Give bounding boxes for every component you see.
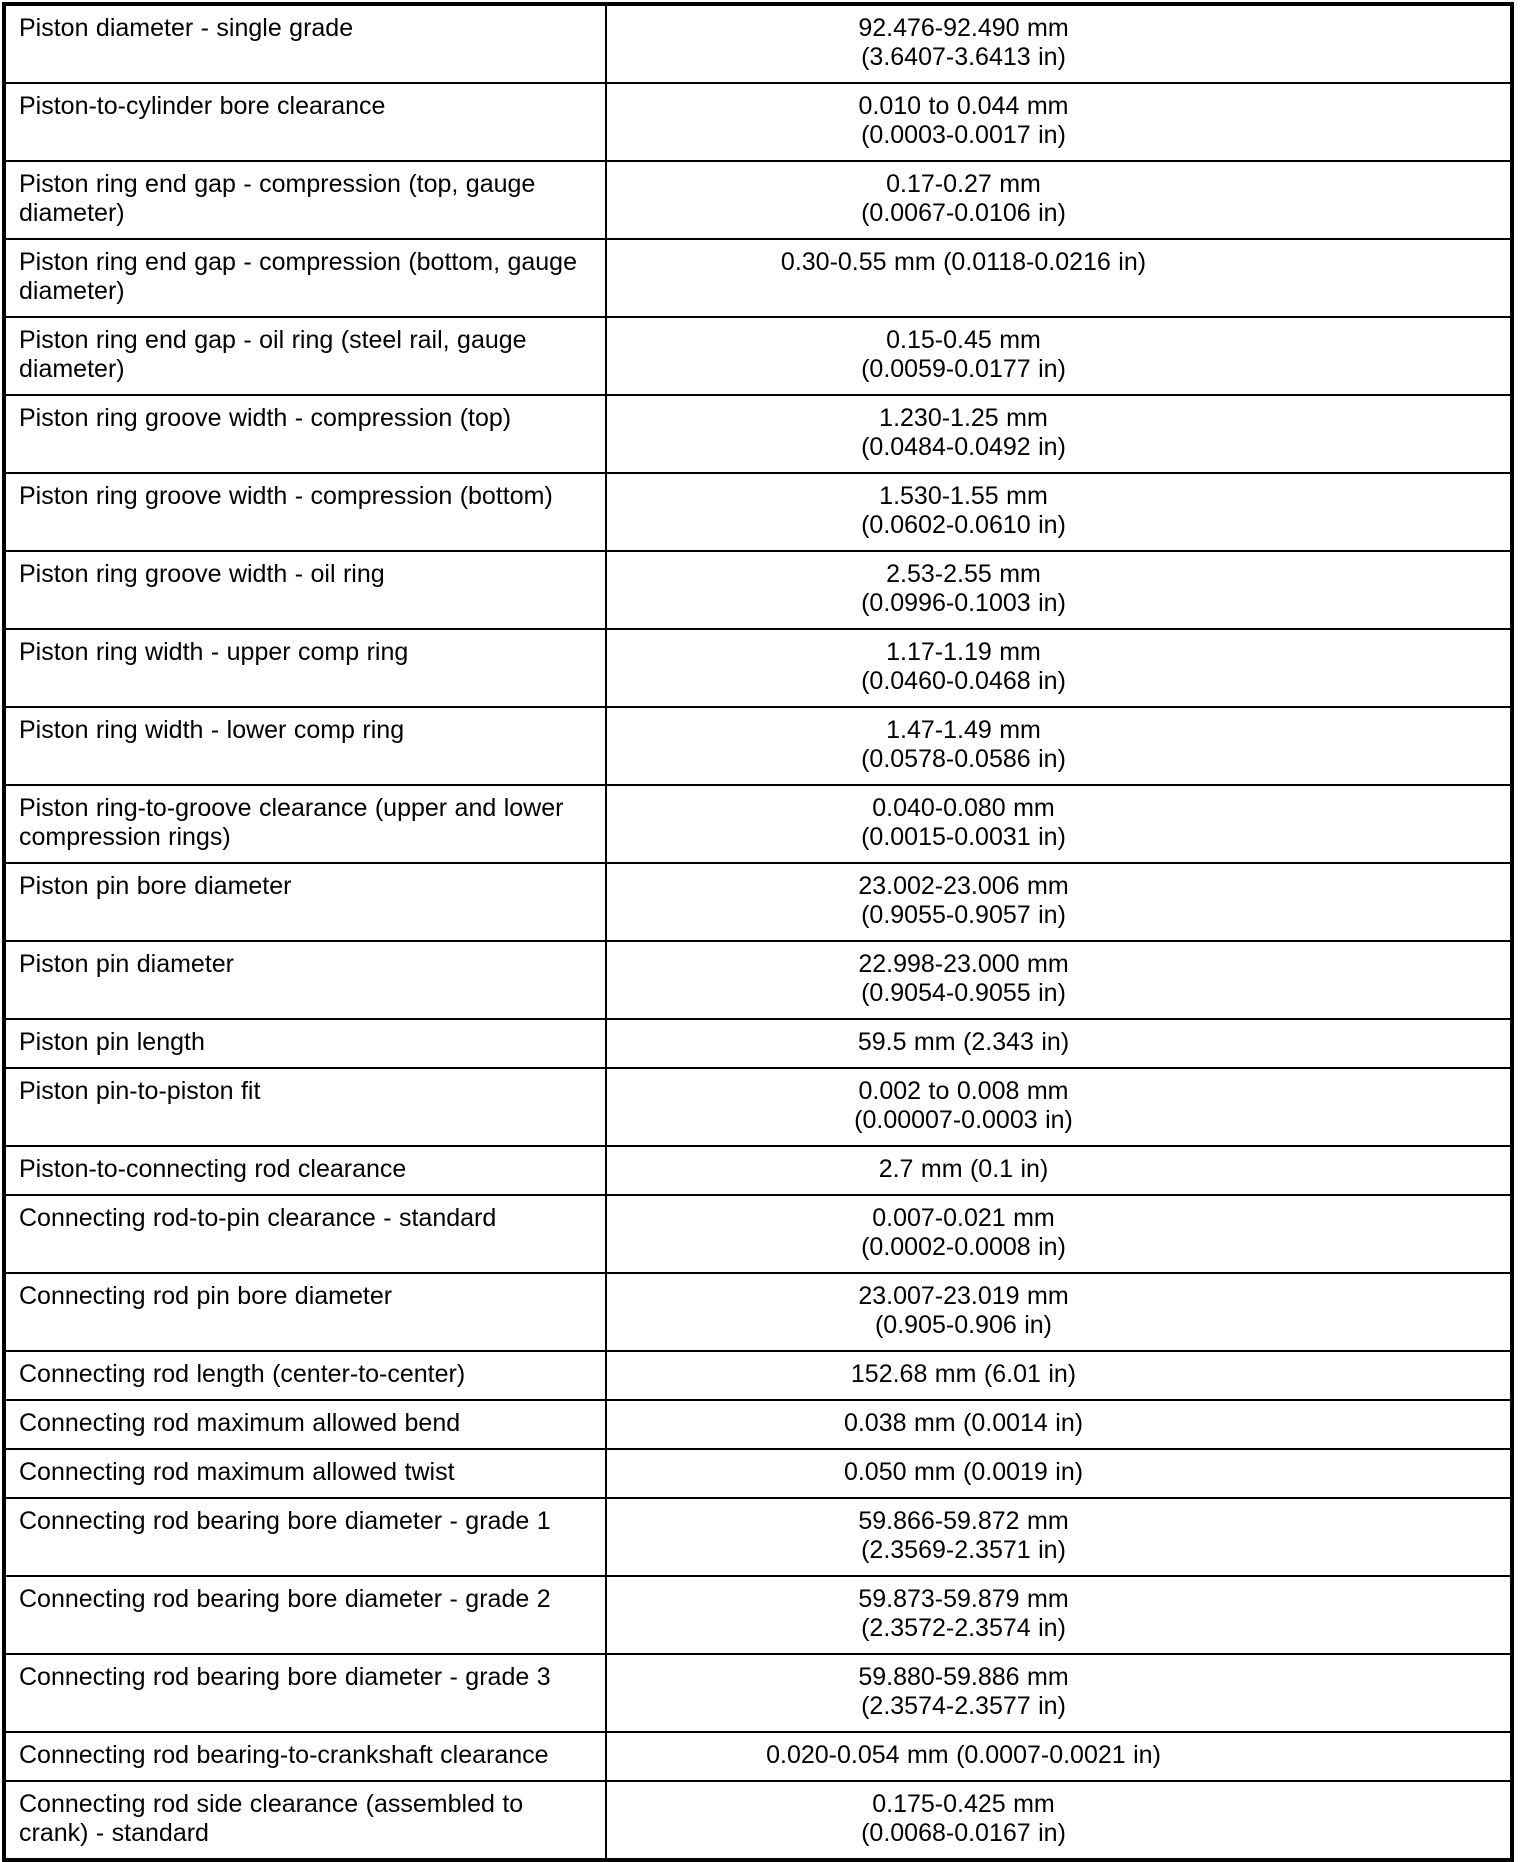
spec-value: [606, 4, 1512, 83]
spec-value-line: (0.0003-0.0017 in): [861, 121, 1066, 149]
spec-label: Connecting rod bearing-to-crankshaft clearance: [4, 1732, 606, 1781]
table-row: [4, 1019, 1512, 1068]
table-row: [4, 83, 1512, 161]
table-row: [4, 317, 1512, 395]
table-row: [4, 707, 1512, 785]
spec-value-line: 0.30-0.55 mm (0.0118-0.0216 in): [780, 248, 1147, 276]
spec-value-line: (0.0578-0.0586 in): [861, 745, 1066, 773]
spec-label: Piston pin diameter: [4, 941, 606, 1019]
spec-value-line: 0.020-0.054 mm (0.0007-0.0021 in): [766, 1741, 1161, 1769]
spec-value: [606, 239, 1512, 317]
spec-value: [606, 1576, 1512, 1654]
spec-value-line: (0.0067-0.0106 in): [861, 199, 1066, 227]
spec-value-line: (2.3569-2.3571 in): [861, 1536, 1066, 1564]
spec-value-line: (0.0059-0.0177 in): [861, 355, 1066, 383]
spec-value-line: 0.007-0.021 mm: [872, 1204, 1055, 1232]
table-row: [4, 1195, 1512, 1273]
table-row: [4, 473, 1512, 551]
spec-value: [606, 1449, 1512, 1498]
spec-value-line: (0.9054-0.9055 in): [861, 979, 1066, 1007]
spec-value-line: (2.3572-2.3574 in): [861, 1614, 1066, 1642]
spec-value: [606, 863, 1512, 941]
spec-value-line: 0.17-0.27 mm: [886, 170, 1041, 198]
spec-value-line: 59.5 mm (2.343 in): [857, 1028, 1070, 1056]
spec-label: Piston ring-to-groove clearance (upper and lower compression rings): [4, 785, 606, 863]
spec-value: [606, 1019, 1512, 1068]
table-row: [4, 1654, 1512, 1732]
spec-value: [606, 1498, 1512, 1576]
spec-label: Piston ring width - lower comp ring: [4, 707, 606, 785]
spec-value: [606, 941, 1512, 1019]
spec-label: Connecting rod side clearance (assembled to crank) - standard: [4, 1781, 606, 1860]
spec-label: Connecting rod maximum allowed bend: [4, 1400, 606, 1449]
spec-value-line: (0.0602-0.0610 in): [861, 511, 1066, 539]
spec-label: Piston-to-connecting rod clearance: [4, 1146, 606, 1195]
spec-label: Piston ring groove width - oil ring: [4, 551, 606, 629]
spec-value-line: (3.6407-3.6413 in): [861, 43, 1066, 71]
spec-label: Piston ring groove width - compression (bottom): [4, 473, 606, 551]
spec-value: [606, 707, 1512, 785]
spec-value-line: (2.3574-2.3577 in): [861, 1692, 1066, 1720]
spec-value: [606, 317, 1512, 395]
spec-label: Piston ring end gap - compression (top, gauge diameter): [4, 161, 606, 239]
spec-table-body: [4, 4, 1512, 1860]
spec-value-line: 0.15-0.45 mm: [886, 326, 1041, 354]
spec-table: [2, 2, 1514, 1862]
table-row: [4, 161, 1512, 239]
spec-value: [606, 551, 1512, 629]
spec-value: [606, 1273, 1512, 1351]
spec-value-line: 59.873-59.879 mm: [858, 1585, 1069, 1613]
spec-value-line: 2.7 mm (0.1 in): [878, 1155, 1049, 1183]
spec-value-line: 2.53-2.55 mm: [886, 560, 1041, 588]
spec-label: Piston ring width - upper comp ring: [4, 629, 606, 707]
table-row: [4, 863, 1512, 941]
table-row: [4, 1732, 1512, 1781]
spec-value: [606, 1781, 1512, 1860]
spec-value-line: 1.530-1.55 mm: [879, 482, 1048, 510]
spec-label: Connecting rod bearing bore diameter - grade 2: [4, 1576, 606, 1654]
spec-label: Piston ring end gap - compression (bottom, gauge diameter): [4, 239, 606, 317]
spec-label: Piston ring end gap - oil ring (steel rail, gauge diameter): [4, 317, 606, 395]
table-row: [4, 239, 1512, 317]
spec-value: [606, 1068, 1512, 1146]
table-row: [4, 785, 1512, 863]
spec-value: [606, 1146, 1512, 1195]
spec-label: Piston pin bore diameter: [4, 863, 606, 941]
table-row: [4, 1351, 1512, 1400]
spec-value-line: (0.0484-0.0492 in): [861, 433, 1066, 461]
spec-value-line: (0.0996-0.1003 in): [861, 589, 1066, 617]
spec-value: [606, 395, 1512, 473]
table-row: [4, 1449, 1512, 1498]
spec-value-line: 23.002-23.006 mm: [858, 872, 1069, 900]
table-row: [4, 395, 1512, 473]
spec-value: [606, 1732, 1512, 1781]
spec-value: [606, 785, 1512, 863]
spec-value-line: 1.230-1.25 mm: [879, 404, 1048, 432]
spec-label: Connecting rod bearing bore diameter - grade 3: [4, 1654, 606, 1732]
table-row: [4, 1273, 1512, 1351]
spec-value: [606, 83, 1512, 161]
table-row: [4, 629, 1512, 707]
table-row: [4, 1400, 1512, 1449]
spec-value-line: 59.866-59.872 mm: [858, 1507, 1069, 1535]
spec-value-line: 23.007-23.019 mm: [858, 1282, 1069, 1310]
spec-value: [606, 1351, 1512, 1400]
spec-value-line: 0.050 mm (0.0019 in): [843, 1458, 1084, 1486]
spec-label: Connecting rod-to-pin clearance - standard: [4, 1195, 606, 1273]
spec-value-line: 1.17-1.19 mm: [886, 638, 1041, 666]
spec-value-line: (0.0015-0.0031 in): [861, 823, 1066, 851]
spec-value-line: (0.00007-0.0003 in): [854, 1106, 1073, 1134]
spec-value-line: 1.47-1.49 mm: [886, 716, 1041, 744]
spec-label: Piston pin length: [4, 1019, 606, 1068]
spec-value-line: (0.0460-0.0468 in): [861, 667, 1066, 695]
spec-value: [606, 1654, 1512, 1732]
spec-value-line: 92.476-92.490 mm: [858, 14, 1069, 42]
table-row: [4, 941, 1512, 1019]
spec-value: [606, 1400, 1512, 1449]
spec-value-line: (0.9055-0.9057 in): [861, 901, 1066, 929]
table-row: [4, 1781, 1512, 1860]
table-row: [4, 4, 1512, 83]
spec-label: Connecting rod maximum allowed twist: [4, 1449, 606, 1498]
spec-label: Connecting rod length (center-to-center): [4, 1351, 606, 1400]
spec-value-line: 0.002 to 0.008 mm: [858, 1077, 1069, 1105]
spec-label: Connecting rod pin bore diameter: [4, 1273, 606, 1351]
spec-value-line: (0.0002-0.0008 in): [861, 1233, 1066, 1261]
table-row: [4, 1068, 1512, 1146]
table-row: [4, 1498, 1512, 1576]
spec-value-line: 59.880-59.886 mm: [858, 1663, 1069, 1691]
spec-value: [606, 629, 1512, 707]
spec-label: Piston-to-cylinder bore clearance: [4, 83, 606, 161]
spec-value-line: (0.0068-0.0167 in): [861, 1819, 1066, 1847]
spec-value-line: 22.998-23.000 mm: [858, 950, 1069, 978]
spec-value: [606, 161, 1512, 239]
spec-label: Connecting rod bearing bore diameter - grade 1: [4, 1498, 606, 1576]
spec-label: Piston pin-to-piston fit: [4, 1068, 606, 1146]
spec-label: Piston ring groove width - compression (top): [4, 395, 606, 473]
spec-value-line: (0.905-0.906 in): [874, 1311, 1052, 1339]
table-row: [4, 1146, 1512, 1195]
table-row: [4, 551, 1512, 629]
spec-value: [606, 1195, 1512, 1273]
spec-value: [606, 473, 1512, 551]
table-row: [4, 1576, 1512, 1654]
spec-value-line: 0.010 to 0.044 mm: [858, 92, 1069, 120]
spec-label: Piston diameter - single grade: [4, 4, 606, 83]
spec-value-line: 0.038 mm (0.0014 in): [843, 1409, 1084, 1437]
spec-value-line: 0.040-0.080 mm: [872, 794, 1055, 822]
spec-value-line: 152.68 mm (6.01 in): [850, 1360, 1077, 1388]
spec-value-line: 0.175-0.425 mm: [872, 1790, 1055, 1818]
